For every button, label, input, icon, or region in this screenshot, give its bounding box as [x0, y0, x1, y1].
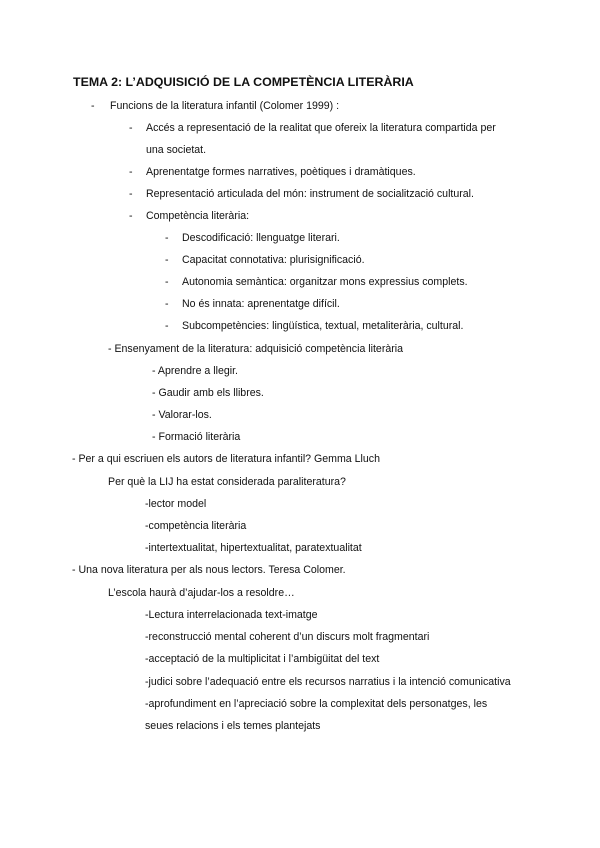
- list-item: Competència literària:: [146, 210, 250, 222]
- lluch-heading: - Per a qui escriuen els autors de literatura infantil? Gemma Lluch: [72, 453, 380, 465]
- list-item: -competència literària: [145, 520, 247, 532]
- lluch-question: Per què la LIJ ha estat considerada paraliteratura?: [108, 476, 346, 488]
- list-item: Aprenentatge formes narratives, poètiques i dramàtiques.: [146, 166, 416, 178]
- list-item: Representació articulada del món: instrument de socialització cultural.: [146, 188, 474, 200]
- functions-heading: Funcions de la literatura infantil (Colomer 1999) :: [110, 100, 340, 112]
- list-item: Accés a representació de la realitat que ofereix la literatura compartida per: [146, 122, 496, 134]
- list-item: -aprofundiment en l’apreciació sobre la complexitat dels personatges, les: [145, 698, 488, 710]
- list-item: Subcompetències: lingüística, textual, metaliterària, cultural.: [182, 320, 464, 332]
- list-item: No és innata: aprenentatge difícil.: [182, 298, 340, 310]
- list-item: seues relacions i els temes plantejats: [145, 720, 321, 732]
- list-item: Autonomia semàntica: organitzar mons expressius complets.: [182, 276, 468, 288]
- colomer-intro: L’escola haurà d’ajudar-los a resoldre…: [108, 587, 295, 599]
- list-item: -judici sobre l’adequació entre els recursos narratius i la intenció comunicativa: [145, 676, 511, 688]
- list-item: - Gaudir amb els llibres.: [152, 387, 264, 399]
- teaching-heading: - Ensenyament de la literatura: adquisició competència literària: [108, 343, 404, 355]
- list-item: -lector model: [145, 498, 207, 510]
- list-item: una societat.: [146, 144, 207, 156]
- bullet-dash: -: [129, 188, 133, 200]
- list-item: -reconstrucció mental coherent d’un discurs molt fragmentari: [145, 631, 430, 643]
- bullet-dash: -: [129, 210, 133, 222]
- bullet-dash: -: [129, 122, 133, 134]
- bullet-dash: -: [165, 254, 169, 266]
- bullet-dash: -: [165, 298, 169, 310]
- list-item: - Aprendre a llegir.: [152, 365, 238, 377]
- bullet-dash: -: [91, 100, 95, 112]
- bullet-dash: -: [165, 232, 169, 244]
- colomer-heading: - Una nova literatura per als nous lectors. Teresa Colomer.: [72, 564, 346, 576]
- list-item: -acceptació de la multiplicitat i l’ambigüitat del text: [145, 653, 380, 665]
- bullet-dash: -: [165, 276, 169, 288]
- bullet-dash: -: [129, 166, 133, 178]
- page-title: TEMA 2: L’ADQUISICIÓ DE LA COMPETÈNCIA LITERÀRIA: [73, 75, 414, 89]
- list-item: -Lectura interrelacionada text-imatge: [145, 609, 318, 621]
- bullet-dash: -: [165, 320, 169, 332]
- list-item: - Formació literària: [152, 431, 241, 443]
- list-item: -intertextualitat, hipertextualitat, paratextualitat: [145, 542, 362, 554]
- list-item: Capacitat connotativa: plurisignificació.: [182, 254, 365, 266]
- list-item: Descodificació: llenguatge literari.: [182, 232, 340, 244]
- list-item: - Valorar-los.: [152, 409, 212, 421]
